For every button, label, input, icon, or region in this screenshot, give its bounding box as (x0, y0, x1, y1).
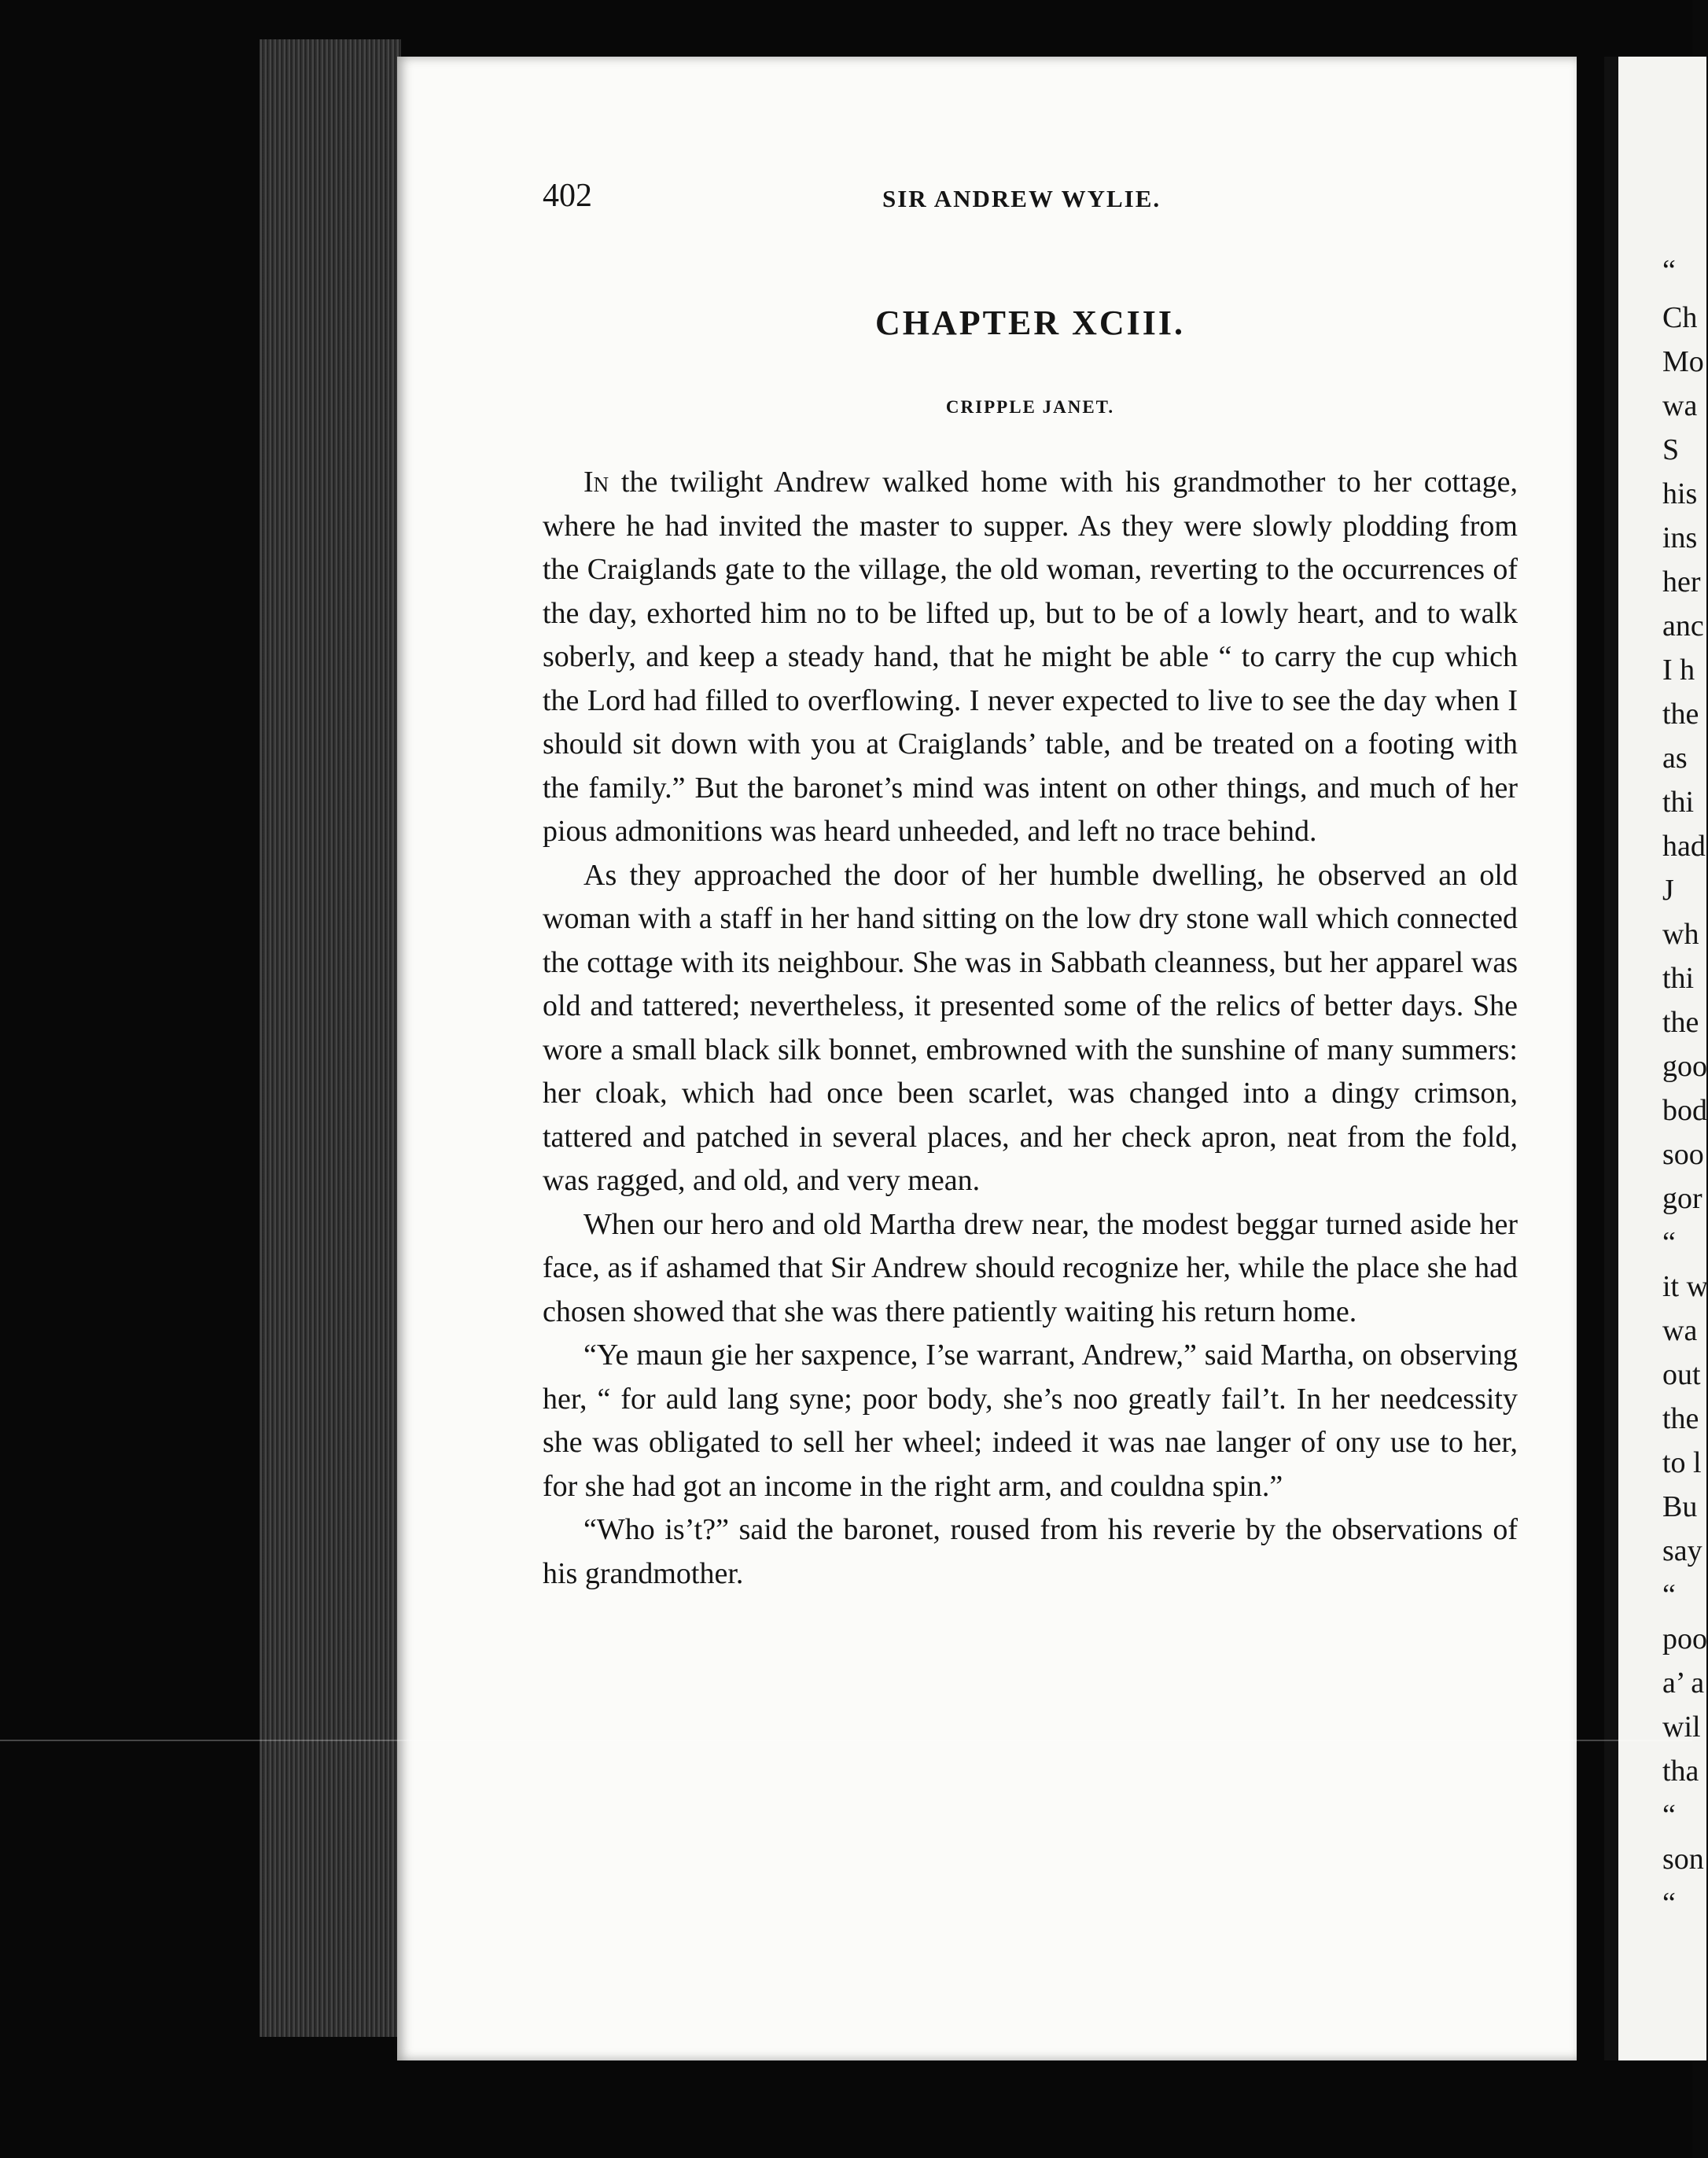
paragraph-1 (543, 461, 1518, 854)
fragment-line: the (1662, 1402, 1699, 1435)
fragment-line: anc (1662, 609, 1704, 643)
fragment-line: wa (1662, 1314, 1698, 1347)
paragraph-4: “Ye maun gie her saxpence, I’se warrant, Andrew,” said Martha, on observing her, “ for auld lang syne; poor body, she’s noo greatly fail’t. In her needcessity she was obligated to sell her wheel; indeed it was nae langer of ony use to her, for she had got an income in the right arm, and couldna spin.” (543, 1339, 1518, 1503)
fragment-line: “ (1662, 1226, 1676, 1259)
fragment-line: wh (1662, 918, 1699, 951)
fragment-line: to l (1662, 1446, 1702, 1479)
fragment-line: thi (1662, 962, 1695, 995)
fragment-line: poo (1662, 1622, 1707, 1655)
fragment-line: S (1662, 433, 1680, 466)
fragment-line: out (1662, 1358, 1701, 1391)
fragment-line: thi (1662, 786, 1695, 819)
fragment-line: goo (1662, 1050, 1707, 1083)
fragment-line: a’ a (1662, 1666, 1705, 1700)
paragraph-text: the twilight Andrew walked home with his grandmother to her cottage, where he had invited the master to supper. As they were slowly plodding from the Craiglands gate to the village, the old woman, reverting to the occurrences of the day, exhorted him no to be lifted up, but to be of a lowly heart, and to walk soberly, and keep a steady hand, that he might be able “ to carry the cup which the Lord had filled to overflowing. I never expected to live to see the day when I should sit down with you at Craiglands’ table, and be treated on a footing with the family.” But the baronet’s mind was intent on other things, and much of her pious admonitions was heard unheeded, and left no trace behind. (543, 466, 1518, 848)
fragment-line: I h (1662, 654, 1695, 687)
fragment-line: say (1662, 1534, 1702, 1567)
fragment-line: wa (1662, 389, 1698, 422)
fragment-line: “ (1662, 1799, 1676, 1832)
chapter-body (543, 461, 1518, 1596)
fragment-line: the (1662, 1006, 1699, 1039)
fragment-line: “ (1662, 254, 1676, 287)
fragment-line: bod (1662, 1094, 1707, 1127)
running-title: SIR ANDREW WYLIE. (882, 185, 1161, 212)
paragraph-3: When our hero and old Martha drew near, the modest beggar turned aside her face, as if ashamed that Sir Andrew should recognize her, while the place she had chosen showed that she was there patiently waiting his return home. (543, 1207, 1518, 1328)
fragment-line: J (1662, 874, 1674, 907)
scan-line (0, 1740, 1692, 1741)
fragment-line: ins (1662, 521, 1698, 554)
chapter-title: CHAPTER XCIII. (874, 304, 1186, 342)
fragment-line: son (1662, 1843, 1704, 1876)
fragment-line: wil (1662, 1711, 1701, 1744)
fragment-line: “ (1662, 1887, 1676, 1920)
drop-word: In (583, 466, 609, 499)
fragment-line: it w (1662, 1270, 1708, 1303)
fragment-line: Mo (1662, 345, 1704, 378)
fragment-line: had (1662, 830, 1706, 863)
page-edges (260, 39, 401, 2037)
paragraph-5: “Who is’t?” said the baronet, roused from his reverie by the observations of his grandmother. (543, 1513, 1518, 1590)
fragment-line: Ch (1662, 301, 1698, 334)
fragment-line: Bu (1662, 1490, 1698, 1523)
fragment-line: as (1662, 742, 1688, 775)
fragment-line: her (1662, 565, 1701, 598)
fragment-line: “ (1662, 1578, 1676, 1611)
fragment-line: tha (1662, 1755, 1699, 1788)
fragment-line: soo (1662, 1138, 1704, 1171)
chapter-subtitle: CRIPPLE JANET. (945, 397, 1115, 417)
fragment-line: his (1662, 477, 1698, 510)
fragment-line: the (1662, 698, 1699, 731)
paragraph-2: As they approached the door of her humble dwelling, he observed an old woman with a staff in her hand sitting on the low dry stone wall which connected the cottage with its neighbour. She was in Sabbath cleanness, but her apparel was old and tattered; nevertheless, it presented some of the relics of better days. She wore a small black silk bonnet, embrowned with the sunshine of many summers: her cloak, which had once been scarlet, was changed into a dingy crimson, tattered and patched in several places, and her check apron, neat from the fold, was ragged, and old, and very mean. (543, 858, 1518, 1197)
facing-page-fragment (1604, 57, 1706, 2060)
running-head (543, 177, 1518, 224)
page-number: 402 (543, 178, 592, 214)
fragment-line: gor (1662, 1182, 1702, 1215)
